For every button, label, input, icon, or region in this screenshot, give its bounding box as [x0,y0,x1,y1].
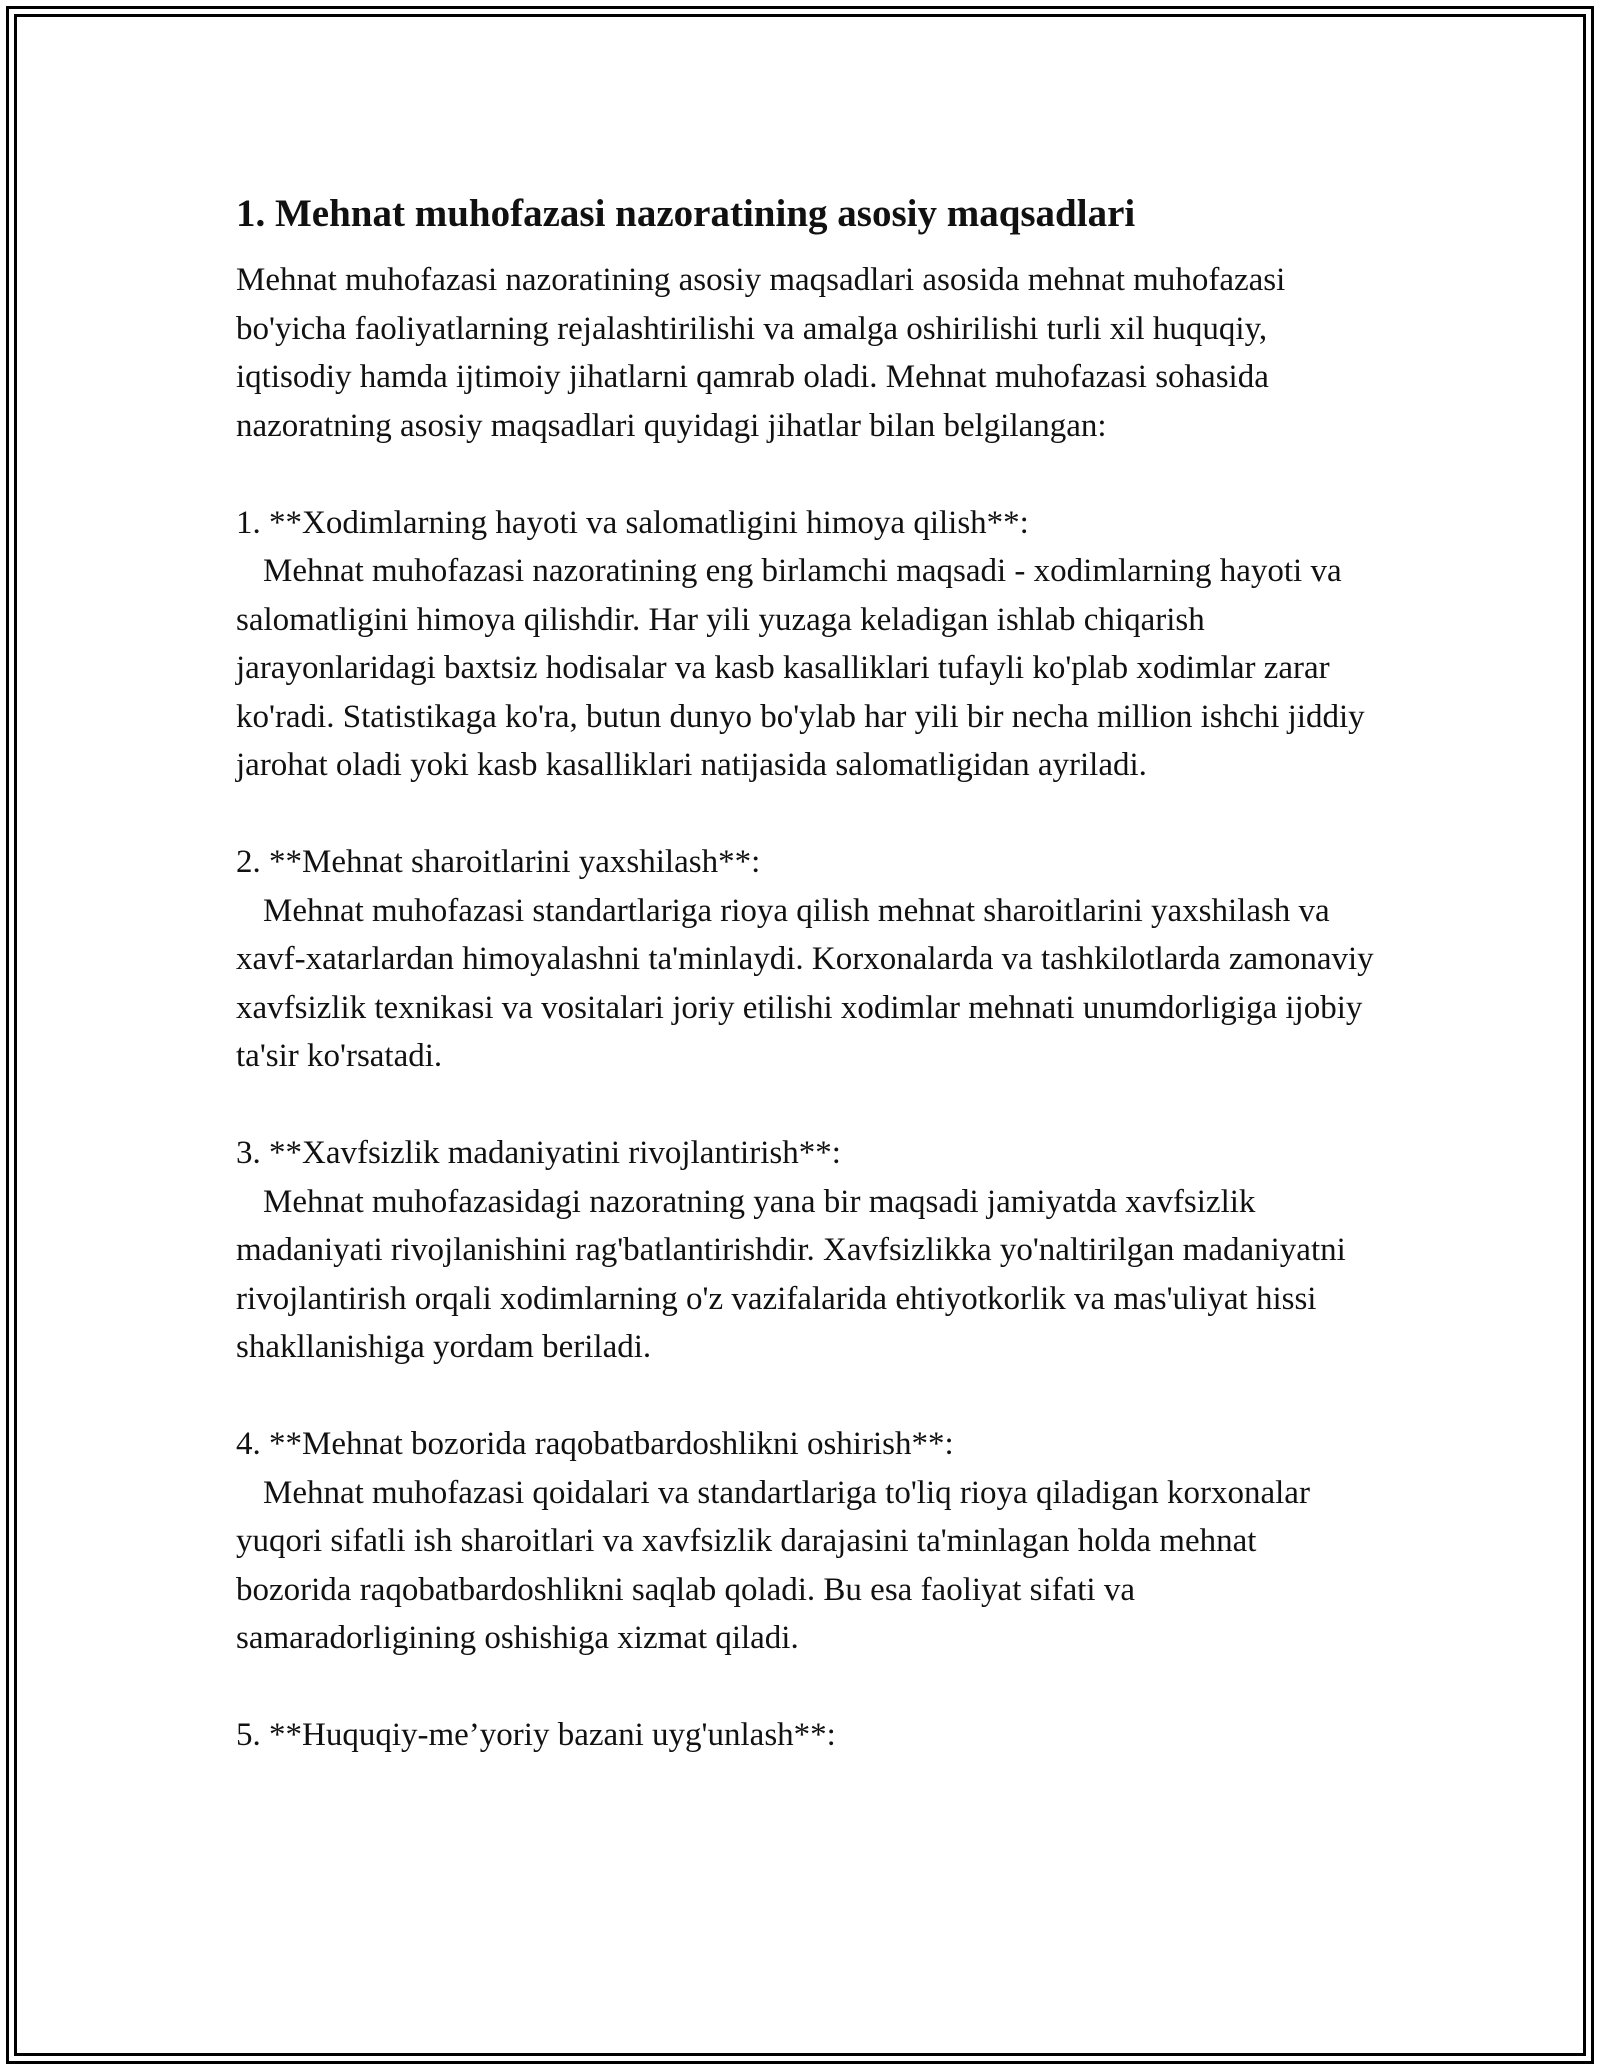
list-item-body: Mehnat muhofazasi qoidalari va standartlariga to'liq rioya qiladigan korxonalar yuqori sifatli ish sharoitlari va xavfsizlik darajasini ta'minlagan holda mehnat bozorida raqobatbardoshlikni saqlab qoladi. Bu esa faoliyat sifati va samaradorligining oshishiga xizmat qiladi. [236,1474,1310,1656]
intro-paragraph: Mehnat muhofazasi nazoratining asosiy maqsadlari asosida mehnat muhofazasi bo'yicha faoliyatlarning rejalashtirilishi va amalga oshirilishi turli xil huquqiy, iqtisodiy hamda ijtimoiy jihatlarni qamrab oladi. Mehnat muhofazasi sohasida nazoratning asosiy maqsadlari quyidagi jihatlar bilan belgilangan: [236,262,1286,444]
list-item-title: 4. **Mehnat bozorida raqobatbardoshlikni oshirish**: [236,1426,954,1462]
document-page [236,188,1376,1760]
list-item-1 [236,499,1376,790]
list-item-body: Mehnat muhofazasi nazoratining eng birlamchi maqsadi - xodimlarning hayoti va salomatligini himoya qilishdir. Har yili yuzaga keladigan ishlab chiqarish jarayonlaridagi baxtsiz hodisalar va kasb kasalliklari tufayli ko'plab xodimlar zarar ko'radi. Statistikaga ko'ra, butun dunyo bo'ylab har yili bir necha million ishchi jiddiy jarohat oladi yoki kasb kasalliklari natijasida salomatligidan ayriladi. [236,553,1365,783]
list-item-5 [236,1711,1376,1760]
list-item-title: 1. **Xodimlarning hayoti va salomatligini himoya qilish**: [236,504,1029,541]
list-item-title: 5. **Huquqiy-me’yoriy bazani uyg'unlash**: [236,1717,836,1753]
list-item-3 [236,1129,1376,1372]
list-item-4 [236,1420,1376,1663]
list-item-body: Mehnat muhofazasidagi nazoratning yana bir maqsadi jamiyatda xavfsizlik madaniyati rivojlanishini rag'batlantirishdir. Xavfsizlikka yo'naltirilgan madaniyatni rivojlantirish orqali xodimlarning o'z vazifalarida ehtiyotkorlik va mas'uliyat hissi shakllanishiga yordam beriladi. [236,1183,1346,1365]
list-item-2 [236,838,1376,1081]
section-heading: 1. Mehnat muhofazasi nazoratining asosiy maqsadlari [236,192,1136,235]
list-item-title: 2. **Mehnat sharoitlarini yaxshilash**: [236,844,761,880]
list-item-body: Mehnat muhofazasi standartlariga rioya qilish mehnat sharoitlarini yaxshilash va xavf-xatarlardan himoyalashni ta'minlaydi. Korxonalarda va tashkilotlarda zamonaviy xavfsizlik texnikasi va vositalari joriy etilishi xodimlar mehnati unumdorligiga ijobiy ta'sir ko'rsatadi. [236,892,1374,1074]
list-item-title: 3. **Xavfsizlik madaniyatini rivojlantirish**: [236,1135,841,1171]
